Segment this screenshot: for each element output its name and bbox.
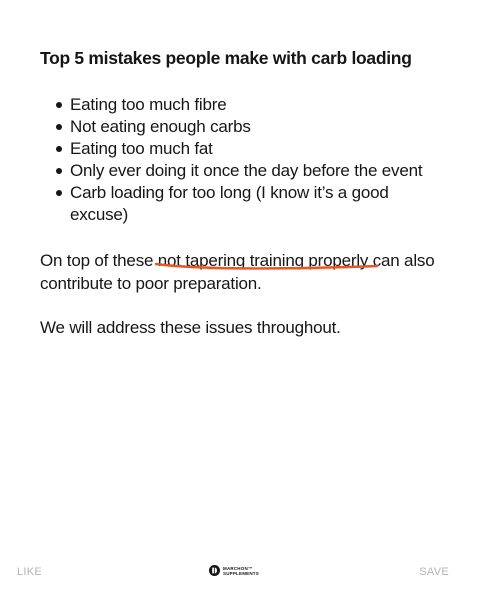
list-item-text: Carb loading for too long (I know it’s a good excuse) [70, 183, 389, 224]
save-button[interactable]: SAVE [419, 566, 449, 578]
brand-name: MARCHON™ [223, 565, 253, 571]
tapering-paragraph [40, 249, 460, 295]
list-item [52, 116, 442, 138]
paragraph-tail-text: can also contribute to poor preparation. [40, 251, 435, 293]
marchon-logo-icon [209, 565, 220, 576]
list-item-text: Eating too much fat [70, 139, 213, 158]
list-item [52, 94, 442, 116]
list-item [52, 182, 442, 226]
slide-title: Top 5 mistakes people make with carb loading [40, 48, 412, 68]
brand-wordmark [223, 566, 259, 576]
underline-stroke-icon [154, 260, 379, 272]
closing-paragraph: We will address these issues throughout. [40, 318, 341, 337]
list-item-text: Only ever doing it once the day before the event [70, 161, 423, 180]
highlighted-phrase-text: not tapering training properly [157, 251, 369, 270]
highlighted-phrase [158, 249, 368, 272]
list-item-text: Eating too much fibre [70, 95, 227, 114]
bullet-icon [56, 168, 62, 174]
list-item [52, 138, 442, 160]
list-item-text: Not eating enough carbs [70, 117, 251, 136]
list-item [52, 160, 442, 182]
brand-subtitle: SUPPLEMENTS [223, 570, 259, 576]
like-button[interactable]: LIKE [17, 566, 43, 578]
bullet-icon [56, 124, 62, 130]
bullet-icon [56, 190, 62, 196]
mistakes-list [52, 94, 442, 226]
bullet-icon [56, 146, 62, 152]
paragraph-lead-text: On top of these [40, 251, 158, 270]
brand-logo [209, 565, 259, 576]
bullet-icon [56, 102, 62, 108]
